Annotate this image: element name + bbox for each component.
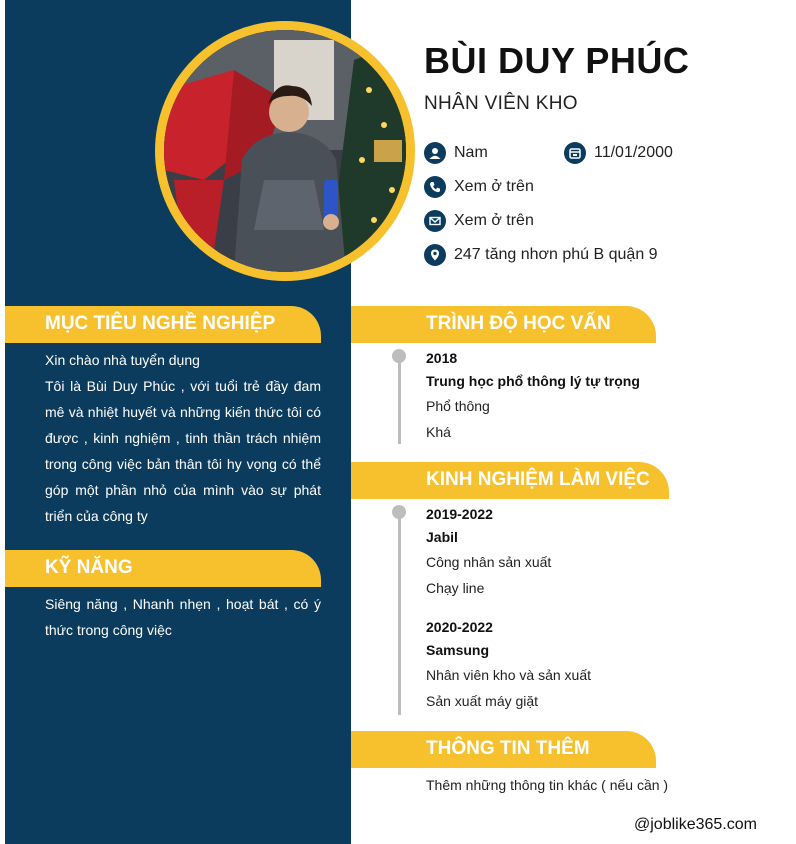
skills-text: [45, 591, 321, 643]
mail-icon: [424, 210, 446, 232]
skills-body: Siêng năng , Nhanh nhẹn , hoạt bát , có ý thức trong công việc: [45, 596, 321, 638]
education-grade: Khá: [426, 424, 451, 440]
objective-body: Tôi là Bùi Duy Phúc , với tuổi trẻ đầy đam mê và nhiệt huyết và những kiến thức tôi có được , kinh nghiệm , tinh thần trách nhiệm trong công việc bản thân tôi hy vọng có thể góp một phần nhỏ của mình vào sự phát triển của công ty: [45, 378, 321, 524]
birthday-value: 11/01/2000: [594, 144, 673, 161]
education-school: Trung học phổ thông lý tự trọng: [426, 373, 640, 389]
phone-icon: [424, 176, 446, 198]
objective-text: [45, 347, 321, 529]
extra-heading: THÔNG TIN THÊM: [426, 738, 590, 759]
skills-heading-bar: [5, 550, 321, 587]
address-value: 247 tăng nhơn phú B quận 9: [454, 246, 658, 263]
skills-heading: KỸ NĂNG: [45, 557, 133, 578]
experience-detail: Sản xuất máy giặt: [426, 693, 539, 709]
user-icon: [424, 142, 446, 164]
gender-row: [424, 142, 488, 164]
experience-company: Jabil: [426, 529, 458, 545]
calendar-icon: [564, 142, 586, 164]
extra-heading-bar: [351, 731, 656, 768]
birthday-row: [564, 142, 673, 164]
experience-period: 2020-2022: [426, 619, 493, 635]
experience-heading: KINH NGHIỆM LÀM VIỆC: [426, 469, 650, 490]
experience-timeline-line: [398, 512, 401, 715]
avatar-frame: [155, 21, 415, 281]
experience-detail: Chạy line: [426, 580, 485, 596]
education-year: 2018: [426, 350, 458, 366]
education-timeline-line: [398, 356, 401, 444]
experience-company: Samsung: [426, 642, 490, 658]
phone-value: Xem ở trên: [454, 178, 534, 195]
email-value: Xem ở trên: [454, 212, 534, 229]
phone-row: [424, 176, 534, 198]
education-heading: TRÌNH ĐỘ HỌC VẤN: [426, 313, 611, 334]
experience-position: Công nhân sản xuất: [426, 554, 552, 570]
candidate-name: BÙI DUY PHÚC: [424, 40, 690, 81]
email-row: [424, 210, 534, 232]
education-level: Phổ thông: [426, 398, 490, 414]
watermark: @joblike365.com: [634, 816, 757, 833]
candidate-title: NHÂN VIÊN KHO: [424, 93, 578, 114]
experience-position: Nhân viên kho và sản xuất: [426, 667, 591, 683]
experience-period: 2019-2022: [426, 506, 493, 522]
experience-heading-bar: [351, 462, 669, 499]
objective-heading: MỤC TIÊU NGHỀ NGHIỆP: [45, 313, 276, 334]
education-heading-bar: [351, 306, 656, 343]
address-row: [424, 244, 658, 266]
avatar: [164, 30, 406, 272]
extra-body: Thêm những thông tin khác ( nếu cần ): [426, 777, 669, 793]
objective-greeting: Xin chào nhà tuyển dụng: [45, 352, 200, 368]
objective-heading-bar: [5, 306, 321, 343]
gender-value: Nam: [454, 144, 488, 161]
location-icon: [424, 244, 446, 266]
